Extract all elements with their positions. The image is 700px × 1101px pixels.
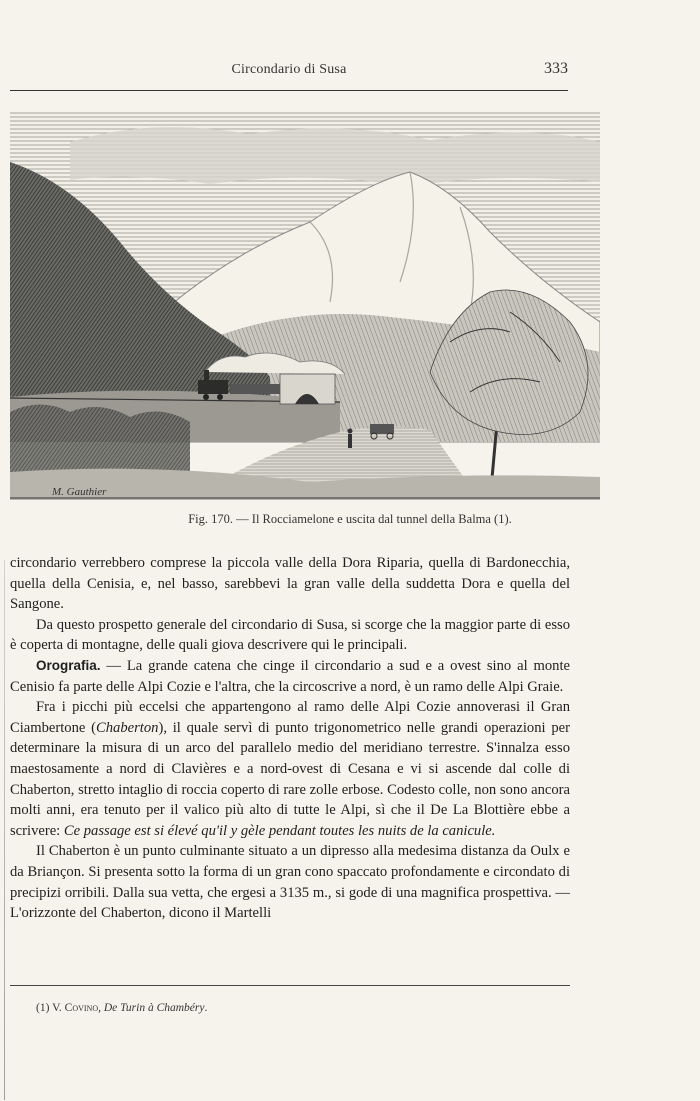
body-text (10, 553, 570, 924)
section-heading: Orografia. (36, 657, 101, 673)
footnote-area (10, 985, 570, 1036)
footnote-work: De Turin à Chambéry (103, 1002, 205, 1014)
paragraph: Fra i picchi più eccelsi che appartengono al ramo delle Alpi Cozie annoverasi il Gran Ciambertone (Chaberton), il quale servì di punto trigonometrico nelle grandi operazioni per determinare la misura di un arco del parallelo medio del meridiano terrestre. S'innalza esso maestosamente a nord di Clavières e a nord-ovest di Cesana e vi si ascende dal colle di Chaberton, stretto intaglio di roccia coperto di rare zolle erbose. Codesto colle, non sono ancora molti anni, era tenuto per il valico più alto di tutte le Alpi, sì che il De La Blottière ebbe a scrivere: Ce passage est si élevé qu'il y gèle pendant toutes les nuits de la canicule. (10, 699, 570, 839)
footnote: (1) V. Covino, De Turin à Chambéry. (36, 1002, 208, 1014)
paragraph: Orografia. — La grande catena che cinge il circondario a sud e a ovest sino al monte Cenisio fa parte delle Alpi Cozie e l'altra, che la circoscrive a nord, è un ramo delle Alpi Graie. (10, 657, 570, 695)
running-header (10, 58, 568, 91)
engraver-signature: M. Gauthier (52, 486, 107, 498)
page-edge-shadow (4, 560, 5, 1100)
page-number: 333 (544, 60, 568, 77)
engraving-figure (10, 112, 600, 500)
paragraph: Da questo prospetto generale del circondario di Susa, si scorge che la maggior parte di esso è coperta di montagne, delle quali giova descrivere qui le principali. (10, 616, 570, 654)
italic-term: Chaberton (96, 719, 159, 736)
paragraph: circondario verrebbero comprese la piccola valle della Dora Riparia, quella di Bardonecchia, quella della Cenisia, e, nel basso, sarebbevi la gran valle della suddetta Dora e quella del Sangone. (10, 555, 570, 613)
bushes (10, 405, 190, 473)
running-title: Circondario di Susa (231, 62, 347, 77)
paragraph: Il Chaberton è un punto culminante situato a un dipresso alla medesima distanza da Oulx e da Briançon. Si presenta sotto la forma di un gran cono spaccato profondamente e circondato di precipizi orribili. Dalla sua vetta, che ergesi a 3135 m., si gode di una magnifica prospettiva. — L'orizzonte del Chaberton, dicono il Martelli (10, 843, 570, 922)
engraving-illustration (10, 112, 600, 500)
footnote-author: Covino (64, 1002, 99, 1014)
figure-caption: Fig. 170. — Il Rocciamelone e uscita dal tunnel della Balma (1). (188, 512, 512, 526)
french-quote: Ce passage est si élevé qu'il y gèle pendant toutes les nuits de la canicule. (63, 822, 496, 839)
